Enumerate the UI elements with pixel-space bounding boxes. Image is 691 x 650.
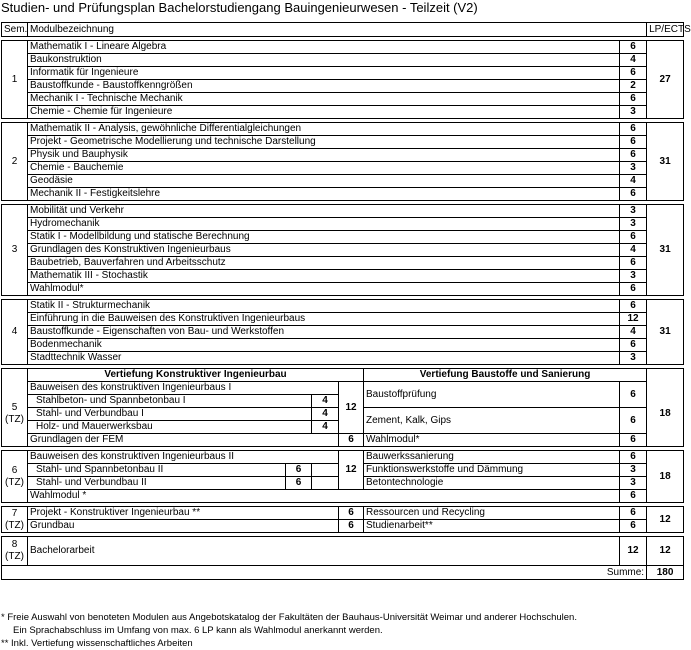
sem-label: 1: [2, 41, 28, 119]
module-lp: 6: [620, 408, 647, 434]
page-title: Studien- und Prüfungsplan Bachelorstudiengang Bauingenieurwesen - Teilzeit (V2): [1, 0, 478, 15]
module-lp: 4: [620, 326, 647, 339]
sem-total: 18: [647, 451, 684, 503]
table-row: [2, 339, 684, 352]
footnote-1: * Freie Auswahl von benoteten Modulen aus Angebotskatalog der Fakultäten der Bauhaus-Universität Weimar und anderer Hochschulen.: [1, 612, 577, 623]
table-row: [2, 136, 684, 149]
module-lp: 6: [620, 382, 647, 408]
sub-module-name: Holz- und Mauerwerksbau: [28, 421, 312, 434]
group-title: Bauweisen des konstruktiven Ingenieurbaus I: [28, 382, 339, 395]
header-lp: LP/ECTS: [647, 23, 684, 37]
module-lp: 12: [620, 313, 647, 326]
sub-module-name: Stahl- und Spannbetonbau II: [28, 464, 286, 477]
module-lp: 6: [620, 123, 647, 136]
table-row: [2, 270, 684, 283]
module-lp: 6: [620, 339, 647, 352]
module-name: Baustoffprüfung: [364, 382, 620, 408]
table-row: [2, 41, 684, 54]
module-lp: 3: [620, 477, 647, 490]
table-row: [2, 93, 684, 106]
summe-label: Summe:: [2, 566, 647, 580]
table-row: [2, 188, 684, 201]
sub-module-name: Stahlbeton- und Spannbetonbau I: [28, 395, 312, 408]
sub-module-lp: 6: [286, 477, 312, 490]
module-lp: 3: [620, 464, 647, 477]
sem-number: 6: [11, 464, 18, 476]
module-name: Baustoffkunde - Baustoffkenngrößen: [28, 80, 620, 93]
module-name: Ressourcen und Recycling: [364, 507, 620, 520]
module-name: Mechanik II - Festigkeitslehre: [28, 188, 620, 201]
sem-total: 18: [647, 382, 684, 447]
sem-total: 31: [647, 123, 684, 201]
module-lp: 6: [620, 136, 647, 149]
module-name: Mathematik III - Stochastik: [28, 270, 620, 283]
module-name: Projekt - Geometrische Modellierung und technische Darstellung: [28, 136, 620, 149]
module-name: Betontechnologie: [364, 477, 620, 490]
table-row: [2, 67, 684, 80]
module-name: Projekt - Konstruktiver Ingenieurbau **: [28, 507, 339, 520]
summe-value: 180: [647, 566, 684, 580]
module-lp: 12: [620, 537, 647, 566]
module-name: Mathematik II - Analysis, gewöhnliche Differentialgleichungen: [28, 123, 620, 136]
sem-total: 12: [647, 537, 684, 566]
module-name: Bodenmechanik: [28, 339, 620, 352]
table-row: [2, 205, 684, 218]
module-lp: 3: [620, 205, 647, 218]
sem-number: 5: [11, 401, 18, 413]
module-lp: 6: [620, 231, 647, 244]
module-lp: 6: [339, 520, 364, 533]
module-lp: 6: [620, 188, 647, 201]
module-name: Grundlagen des Konstruktiven Ingenieurbaus: [28, 244, 620, 257]
module-name: Bauwerkssanierung: [364, 451, 620, 464]
sub-module-lp: 4: [312, 421, 339, 434]
sem-label: [2, 451, 28, 503]
group-title: Bauweisen des konstruktiven Ingenieurbaus II: [28, 451, 339, 464]
sem-label: [2, 507, 28, 533]
module-lp: 6: [620, 41, 647, 54]
table-row: [2, 106, 684, 119]
module-lp: 6: [620, 520, 647, 533]
table-row: [2, 123, 684, 136]
sem-tz: (TZ): [5, 476, 24, 488]
module-lp: 6: [620, 283, 647, 296]
module-lp: 3: [620, 218, 647, 231]
summe-row: [2, 566, 684, 580]
module-lp: 6: [339, 434, 364, 447]
sem-total: 27: [647, 41, 684, 119]
table-row: [2, 244, 684, 257]
table-row: [2, 382, 684, 395]
module-name: Statik II - Strukturmechanik: [28, 300, 620, 313]
table-row: [2, 490, 684, 503]
module-lp: 3: [620, 106, 647, 119]
table-row: [2, 80, 684, 93]
module-name: Chemie - Chemie für Ingenieure: [28, 106, 620, 119]
sem-tz: (TZ): [5, 519, 24, 531]
module-name: Mathematik I - Lineare Algebra: [28, 41, 620, 54]
table-row: [2, 520, 684, 533]
module-name: Statik I - Modellbildung und statische Berechnung: [28, 231, 620, 244]
header-sem: Sem.: [2, 23, 28, 37]
table-row: [2, 537, 684, 566]
module-name: Einführung in die Bauweisen des Konstruktiven Ingenieurbaus: [28, 313, 620, 326]
module-name: Wahlmodul*: [28, 283, 620, 296]
module-lp: 6: [620, 257, 647, 270]
sem-number: 8: [11, 539, 18, 550]
module-lp: 6: [620, 507, 647, 520]
table-row: [2, 326, 684, 339]
table-header: [2, 23, 684, 37]
table-row: [2, 231, 684, 244]
table-row: [2, 283, 684, 296]
footnote-2: ** Inkl. Vertiefung wissenschaftliches Arbeiten: [1, 638, 193, 649]
table-row: [2, 313, 684, 326]
study-plan-table: [1, 22, 691, 580]
module-name: Chemie - Bauchemie: [28, 162, 620, 175]
footnote-1b: Ein Sprachabschluss im Umfang von max. 6 LP kann als Wahlmodul anerkannt werden.: [13, 625, 383, 636]
module-name: Mobilität und Verkehr: [28, 205, 620, 218]
module-name: Wahlmodul*: [364, 434, 620, 447]
table-row: [2, 352, 684, 365]
module-lp: 6: [620, 67, 647, 80]
module-name: Geodäsie: [28, 175, 620, 188]
sub-module-name: Stahl- und Verbundbau II: [28, 477, 286, 490]
sem-total: 31: [647, 205, 684, 296]
module-lp: 3: [620, 270, 647, 283]
table-row: [2, 507, 684, 520]
module-name: Funktionswerkstoffe und Dämmung: [364, 464, 620, 477]
module-name: Informatik für Ingenieure: [28, 67, 620, 80]
sem-label: 2: [2, 123, 28, 201]
module-lp: 6: [620, 300, 647, 313]
table-row: [2, 54, 684, 67]
module-name: Hydromechanik: [28, 218, 620, 231]
table-row: [2, 300, 684, 313]
module-lp: 4: [620, 54, 647, 67]
module-lp: 6: [620, 451, 647, 464]
table-row: [2, 257, 684, 270]
vertiefung-left-title: Vertiefung Konstruktiver Ingenieurbau: [28, 369, 364, 382]
module-name: Wahlmodul *: [28, 490, 620, 503]
module-name: Stadttechnik Wasser: [28, 352, 620, 365]
table-row: [2, 218, 684, 231]
sem-label: 3: [2, 205, 28, 296]
sem-tz: (TZ): [5, 551, 24, 562]
sub-module-name: Stahl- und Verbundbau I: [28, 408, 312, 421]
module-name: Baustoffkunde - Eigenschaften von Bau- und Werkstoffen: [28, 326, 620, 339]
table-row: [2, 149, 684, 162]
module-lp: 6: [620, 490, 647, 503]
table-row: [2, 451, 684, 464]
sem-label: [2, 382, 28, 447]
module-lp: 6: [620, 93, 647, 106]
module-lp: 6: [339, 507, 364, 520]
sem-label: 4: [2, 300, 28, 365]
module-name: Grundlagen der FEM: [28, 434, 339, 447]
module-lp: 3: [620, 352, 647, 365]
module-lp: 6: [620, 149, 647, 162]
module-name: Baubetrieb, Bauverfahren und Arbeitsschutz: [28, 257, 620, 270]
sub-module-lp: 4: [312, 395, 339, 408]
group-lp: 12: [339, 382, 364, 434]
table-row: [2, 162, 684, 175]
footnotes: [1, 611, 577, 650]
sub-module-lp: 6: [286, 464, 312, 477]
table-row: [2, 434, 684, 447]
module-name: Mechanik I - Technische Mechanik: [28, 93, 620, 106]
sem-number: 7: [11, 507, 18, 519]
vertiefung-right-title: Vertiefung Baustoffe und Sanierung: [364, 369, 647, 382]
module-name: Physik und Bauphysik: [28, 149, 620, 162]
module-lp: 4: [620, 175, 647, 188]
module-name: Zement, Kalk, Gips: [364, 408, 620, 434]
sem-label: [2, 537, 28, 566]
vertiefung-header: [2, 369, 684, 382]
sem-tz: (TZ): [5, 413, 24, 425]
module-lp: 6: [620, 434, 647, 447]
module-name: Baukonstruktion: [28, 54, 620, 67]
module-name: Bachelorarbeit: [28, 537, 620, 566]
module-name: Grundbau: [28, 520, 339, 533]
sem-total: 12: [647, 507, 684, 533]
table-row: [2, 175, 684, 188]
sem-total: 31: [647, 300, 684, 365]
module-name: Studienarbeit**: [364, 520, 620, 533]
group-lp: 12: [339, 451, 364, 490]
module-lp: 4: [620, 244, 647, 257]
header-module: Modulbezeichnung: [28, 23, 647, 37]
module-lp: 2: [620, 80, 647, 93]
sub-module-lp: 4: [312, 408, 339, 421]
module-lp: 3: [620, 162, 647, 175]
